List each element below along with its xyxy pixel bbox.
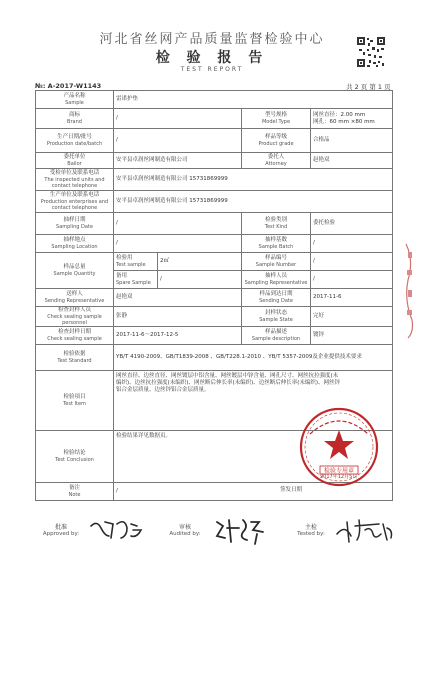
check-personnel-label: 检查封样人员 Check sealing sample personnel — [36, 307, 114, 327]
test-kind-label: 检验类别 Test Kind — [242, 213, 311, 235]
sending-rep-label: 送样人 Sending Representative — [36, 289, 114, 307]
producer-value: 安平县卓润丝网制造有限公司 15731869999 — [114, 191, 393, 213]
model-value: 网丝直径：2.00 mm 网孔：60 mm ×80 mm — [311, 109, 393, 129]
check-date-value: 2017-11-6～2017-12-5 — [114, 327, 242, 345]
grade-label: 样品等级 Product grade — [242, 129, 311, 153]
table-row — [36, 109, 393, 129]
tested-label: 主检 Tested by: — [297, 524, 325, 537]
audited-label: 审核 Audited by: — [169, 524, 201, 537]
test-standard-value: YB/T 4190-2009、GB/T1839-2008 、GB/T228.1-2010 、YB/T 5357-2009及企业提供技术要求 — [114, 345, 393, 371]
production-date-value: / — [114, 129, 242, 153]
note-value: / — [114, 483, 393, 501]
table-row — [36, 213, 393, 235]
producer-label: 生产单位及联系电话 Production enterprises and contact telephone — [36, 191, 114, 213]
sending-date-value: 2017-11-6 — [311, 289, 393, 307]
table-row — [36, 289, 393, 307]
table-row — [36, 129, 393, 153]
sampling-location-value: / — [114, 235, 242, 253]
signature-row — [35, 516, 395, 546]
table-row — [36, 235, 393, 253]
table-row — [36, 345, 393, 371]
report-title-en: TEST REPORT — [180, 66, 244, 73]
conclusion-value: 检验结果详见数据页。 — [114, 431, 393, 483]
note-label: 备注 Note — [36, 483, 114, 501]
inspected-unit-label: 受检单位及联系电话 The inspected units and contact telephone — [36, 169, 114, 191]
inspected-unit-value: 安平县卓润丝网制造有限公司 15731869999 — [114, 169, 393, 191]
spare-sample-label: 备用 Spare Sample — [114, 271, 158, 289]
test-kind-value: 委托检验 — [311, 213, 393, 235]
audited-signature — [213, 516, 273, 546]
sample-batch-label: 抽样基数 Sample Batch — [242, 235, 311, 253]
sending-rep-value: 赵艳双 — [114, 289, 242, 307]
issue-date-label: 签发日期 — [280, 487, 303, 493]
model-label: 型号规格 Model Type — [242, 109, 311, 129]
report-title: 检 验 报 告 — [155, 50, 269, 66]
edge-seal-icon — [404, 240, 416, 340]
conclusion-label: 检验结论 Test Conclusion — [36, 431, 114, 483]
report-number: №: A-2017-W1143 — [35, 82, 102, 90]
test-sample-value: 2㎡ — [158, 253, 242, 271]
page-number: 共 2 页 第 1 页 — [346, 83, 391, 91]
table-row — [36, 253, 393, 271]
sample-number-value: / — [311, 253, 393, 271]
qr-code-icon — [356, 36, 386, 68]
sample-batch-value: / — [311, 235, 393, 253]
table-row — [36, 169, 393, 191]
approved-signature — [87, 516, 147, 546]
quantity-label: 样品总量 Sample Quantity — [36, 253, 114, 289]
production-date-label: 生产日期/批号 Production date/batch — [36, 129, 114, 153]
approved-label: 批准 Approved by: — [42, 524, 80, 537]
table-row — [36, 307, 393, 327]
sampling-date-label: 抽样日期 Sampling Date — [36, 213, 114, 235]
check-personnel-value: 张静 — [114, 307, 242, 327]
attorney-label: 委托人 Attorney — [242, 153, 311, 169]
sample-value: 雷诺护垫 — [114, 91, 393, 109]
sample-description-value: 镀锌 — [311, 327, 393, 345]
bailor-label: 委托单位 Bailor — [36, 153, 114, 169]
sampling-date-value: / — [114, 213, 242, 235]
table-row — [36, 91, 393, 109]
test-item-label: 检验项目 Test Item — [36, 371, 114, 431]
sample-label: 产品名称 Sample — [36, 91, 114, 109]
check-date-label: 检查封样日期 Check sealing sample — [36, 327, 114, 345]
spare-sample-value: / — [158, 271, 242, 289]
test-sample-label: 检验用 Test sample — [114, 253, 158, 271]
table-row — [36, 327, 393, 345]
sample-description-label: 样品描述 Sample description — [242, 327, 311, 345]
attorney-value: 赵艳双 — [311, 153, 393, 169]
sampling-location-label: 抽样地点 Sampling Location — [36, 235, 114, 253]
brand-label: 商标 Brand — [36, 109, 114, 129]
sample-state-label: 封样状态 Sample State — [242, 307, 311, 327]
sample-state-value: 完好 — [311, 307, 393, 327]
sampling-rep-value: / — [311, 271, 393, 289]
brand-value: / — [114, 109, 242, 129]
seal-caption: 检验专用章 — [323, 467, 355, 475]
table-row — [36, 153, 393, 169]
sample-number-label: 样品编号 Sample Number — [242, 253, 311, 271]
organization-name: 河北省丝网产品质量监督检验中心 — [99, 32, 325, 47]
sampling-rep-label: 抽样人员 Sampling Representative — [242, 271, 311, 289]
sending-date-label: 样品到达日期 Sending Date — [242, 289, 311, 307]
bailor-value: 安平县卓润丝网制造有限公司 — [114, 153, 242, 169]
tested-signature — [335, 516, 397, 546]
grade-value: 合格品 — [311, 129, 393, 153]
issue-date: 2017年12月5日 — [320, 474, 358, 480]
test-standard-label: 检验依据 Test Standard — [36, 345, 114, 371]
test-item-value: 网丝直径、边丝直径、网丝镀层中铝含量、网丝镀层中锌含量、网孔尺寸、网丝抗拉强度(未编织)、边丝抗拉强度(未编织)、网丝断后伸长率(未编织)、边丝断后伸长率(未编织)、网丝锌铝合金层质量、边丝锌铝合金层质量。 — [114, 371, 393, 431]
table-row — [36, 191, 393, 213]
